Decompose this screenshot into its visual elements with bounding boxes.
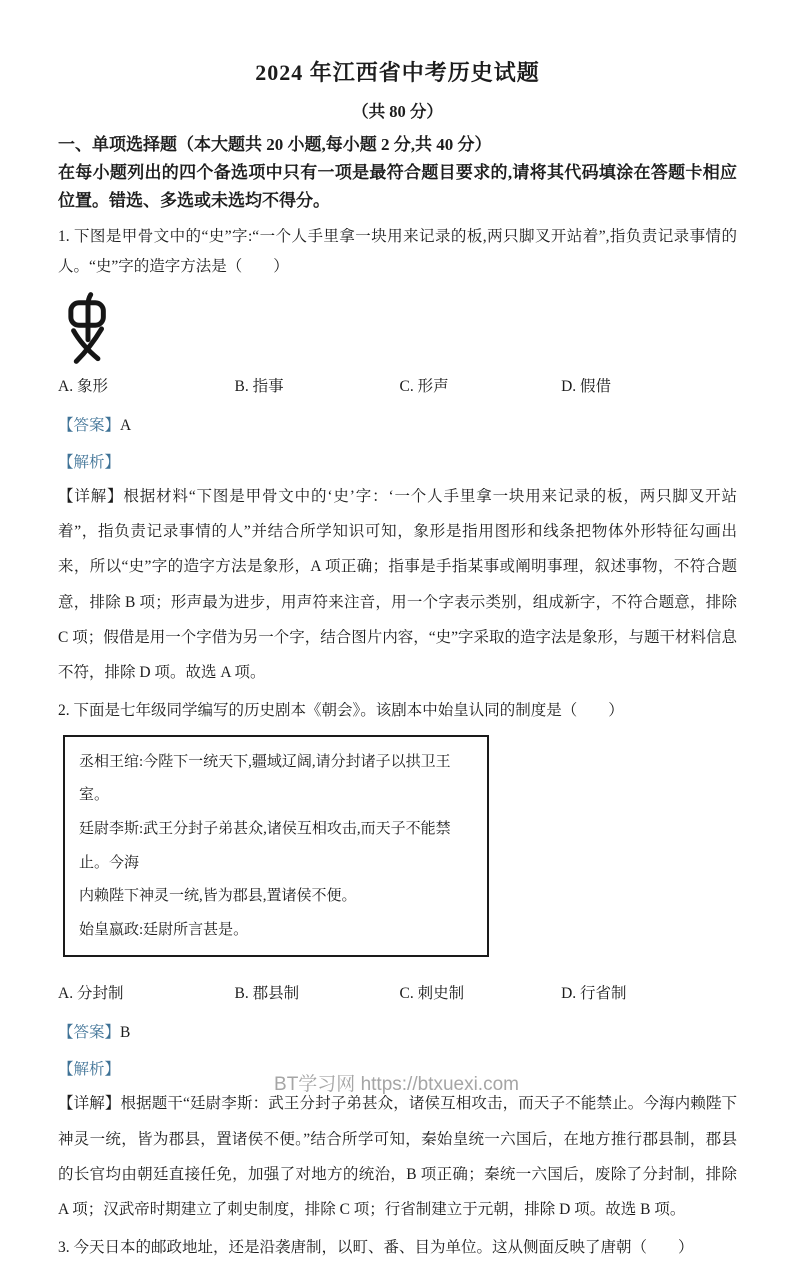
section-heading: 一、单项选择题（本大题共 20 小题,每小题 2 分,共 40 分） <box>58 135 492 154</box>
question-1-analysis <box>58 450 737 472</box>
answer-value: B <box>120 1024 131 1042</box>
answer-label: 【答案】 <box>58 416 121 434</box>
question-1-stem: 1. 下图是甲骨文中的“史”字:“一个人手里拿一块用来记录的板,两只脚叉开站着”,指负责记录事情的人。“史”字的造字方法是（ ） <box>58 228 737 276</box>
oracle-bone-shi-character-icon <box>60 291 116 365</box>
watermark-footer: BT学习网 https://btxuexi.com <box>274 1074 519 1095</box>
analysis-label: 【解析】 <box>58 1061 121 1079</box>
option-d: D. 假借 <box>561 377 612 395</box>
question-3 <box>58 1233 737 1263</box>
script-line: 始皇嬴政:廷尉所言甚是。 <box>79 921 249 938</box>
option-b: B. 郡县制 <box>234 985 300 1003</box>
analysis-label: 【解析】 <box>58 453 121 471</box>
total-score-subtitle: （共 80 分） <box>352 102 443 121</box>
option-a: A. 象形 <box>58 377 108 395</box>
script-line: 内赖陛下神灵一统,皆为郡县,置诸侯不便。 <box>79 888 357 905</box>
answer-value: A <box>120 416 132 434</box>
question-2-stem: 2. 下面是七年级同学编写的历史剧本《朝会》。该剧本中始皇认同的制度是（ ） <box>58 701 624 719</box>
question-2 <box>58 696 737 1228</box>
section-instructions: 在每小题列出的四个备选项中只有一项是最符合题目要求的,请将其代码填涂在答题卡相应位置。错选、多选或未选均不得分。 <box>58 163 737 211</box>
question-1-options <box>58 374 737 396</box>
question-2-script-box <box>63 735 489 958</box>
option-d: D. 行省制 <box>561 985 627 1003</box>
answer-label: 【答案】 <box>58 1024 121 1042</box>
question-1-detail: 【详解】根据材料“下图是甲骨文中的‘史’字：‘一个人手里拿一块用来记录的板，两只脚叉开站着”，指负责记录事情的人”并结合所学知识可知，象形是指用图形和线条把物体外形特征勾画出来，所以“史”字的造字方法是象形，A 项正确；指事是手指某事或阐明事理，叙述事物，不符合题意，排除 B 项；形声最为进步，用声符来注音，用一个字表示类别，组成新字，不符合题意，排除 C 项；假借是用一个字借为另一个字，结合图片内容，“史”字采取的造字法是象形，与题干材料信息不符，排除 D 项。故选 A 项。 <box>58 487 737 682</box>
script-line: 廷尉李斯:武王分封子弟甚众,诸侯互相攻击,而天子不能禁止。今海 <box>79 820 451 871</box>
script-line: 丞相王绾:今陛下一统天下,疆域辽阔,请分封诸子以拱卫王室。 <box>79 753 451 804</box>
page-title: 2024 年江西省中考历史试题 <box>255 60 540 85</box>
option-c: C. 刺史制 <box>399 985 465 1003</box>
question-2-answer <box>58 1020 737 1042</box>
question-1-answer <box>58 413 737 435</box>
option-c: C. 形声 <box>399 377 449 395</box>
question-2-detail: 【详解】根据题干“廷尉李斯：武王分封子弟甚众，诸侯互相攻击，而天子不能禁止。今海内赖陛下神灵一统，皆为郡县，置诸侯不便。”结合所学可知，秦始皇统一六国后，在地方推行郡县制，郡县的长官均由朝廷直接任免，加强了对地方的统治，B 项正确；秦统一六国后，废除了分封制，排除 A 项；汉武帝时期建立了刺史制度，排除 C 项；行省制建立于元朝，排除 D 项。故选 B 项。 <box>58 1095 737 1219</box>
question-1-figure <box>60 291 737 365</box>
question-1 <box>58 222 737 690</box>
question-2-options <box>58 981 737 1003</box>
option-b: B. 指事 <box>234 377 284 395</box>
question-3-stem: 3. 今天日本的邮政地址，还是沿袭唐制，以町、番、目为单位。这从侧面反映了唐朝（ ） <box>58 1238 694 1256</box>
option-a: A. 分封制 <box>58 985 124 1003</box>
